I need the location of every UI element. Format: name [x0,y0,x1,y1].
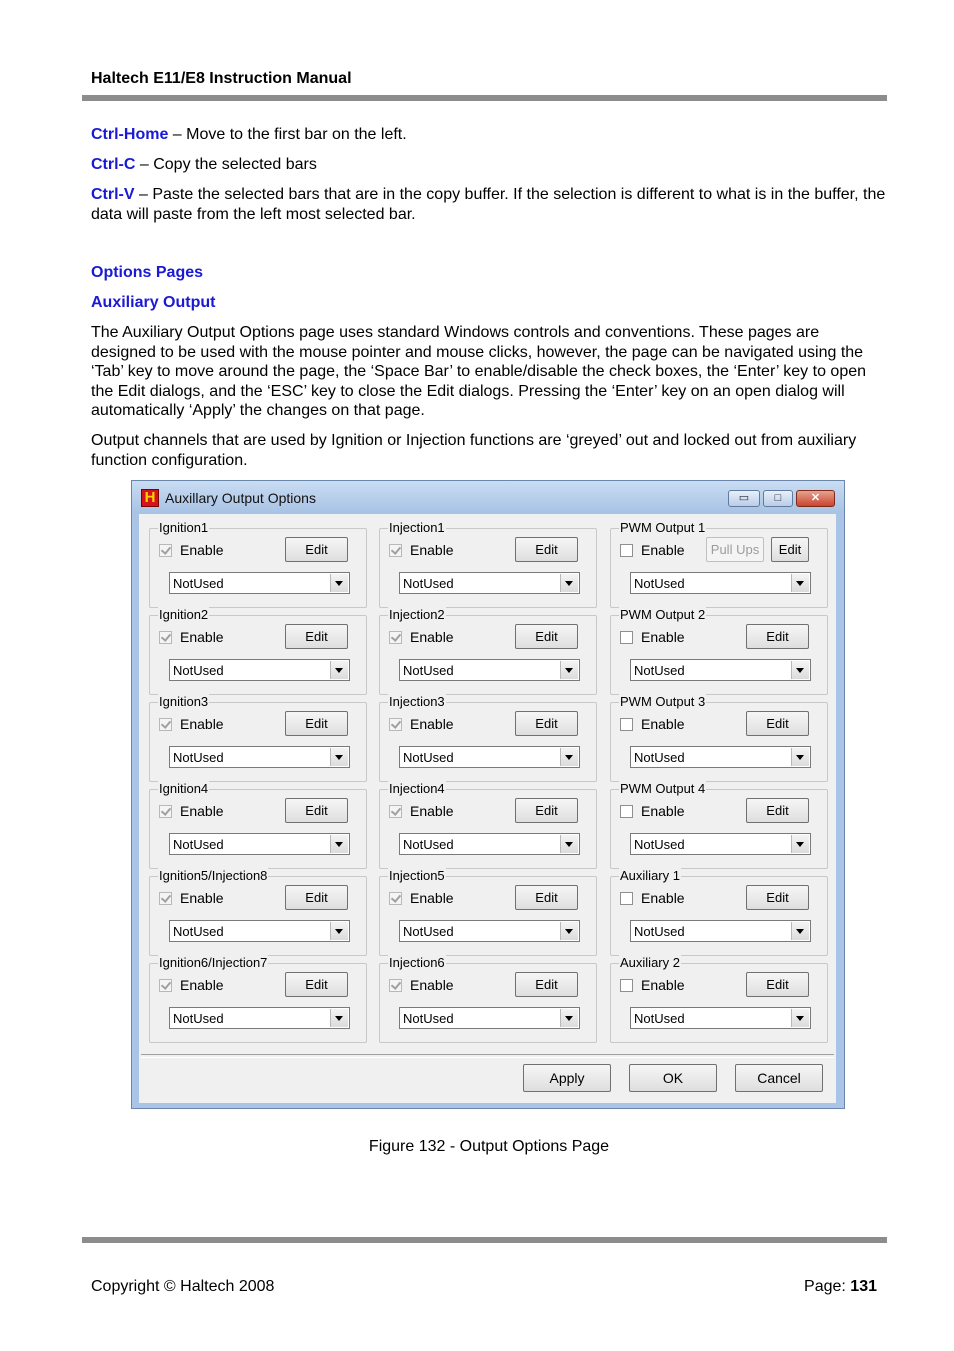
enable-label: Enable [641,977,685,993]
edit-button[interactable]: Edit [515,711,578,736]
group-label: Ignition2 [159,607,209,622]
chevron-down-icon[interactable] [330,922,348,940]
output-group [149,868,367,956]
edit-button[interactable]: Edit [285,624,348,649]
output-group [149,781,367,869]
edit-button[interactable]: Edit [771,537,809,562]
output-group [610,868,828,956]
chevron-down-icon[interactable] [791,835,809,853]
output-group [610,781,828,869]
auxiliary-output-dialog [131,480,845,1109]
shortcut-desc: – Paste the selected bars that are in the copy buffer. If the selection is different to what is in the buffer, the data will paste from the left most selected bar. [91,186,886,223]
minimize-button[interactable]: ▭ [728,490,760,507]
enable-checkbox [159,979,172,992]
header-rule [82,95,887,101]
edit-button[interactable]: Edit [746,972,809,997]
select-value: NotUsed [173,837,224,852]
enable-checkbox[interactable] [620,892,633,905]
edit-button[interactable]: Edit [515,972,578,997]
footer-rule [82,1237,887,1243]
function-select[interactable] [169,746,350,768]
function-select[interactable] [169,920,350,942]
select-value: NotUsed [403,576,454,591]
output-group [149,607,367,695]
shortcut-key: Ctrl-Home [91,126,169,143]
maximize-button[interactable]: □ [763,490,793,507]
enable-checkbox[interactable] [620,718,633,731]
function-select[interactable] [399,1007,580,1029]
enable-label: Enable [180,542,224,558]
edit-button[interactable]: Edit [285,972,348,997]
enable-label: Enable [180,716,224,732]
function-select[interactable] [630,1007,811,1029]
group-label: Ignition6/Injection7 [159,955,268,970]
function-select[interactable] [399,746,580,768]
select-value: NotUsed [634,750,685,765]
chevron-down-icon[interactable] [330,748,348,766]
cancel-button[interactable]: Cancel [735,1064,823,1092]
function-select[interactable] [630,920,811,942]
select-value: NotUsed [403,663,454,678]
page-number-value: 131 [850,1278,877,1295]
edit-button[interactable]: Edit [285,537,348,562]
enable-checkbox [159,892,172,905]
output-group [610,520,828,608]
enable-checkbox [159,718,172,731]
enable-checkbox[interactable] [620,979,633,992]
select-value: NotUsed [173,663,224,678]
function-select[interactable] [399,572,580,594]
chevron-down-icon[interactable] [791,661,809,679]
enable-label: Enable [410,890,454,906]
figure-caption: Figure 132 - Output Options Page [368,1138,610,1155]
select-value: NotUsed [173,924,224,939]
function-select[interactable] [399,833,580,855]
shortcut-ctrl-home [91,125,886,145]
shortcut-ctrl-v [91,185,886,224]
shortcut-key: Ctrl-V [91,186,135,203]
select-value: NotUsed [634,576,685,591]
output-group [379,868,597,956]
select-value: NotUsed [173,576,224,591]
haltech-app-icon: H [141,489,159,507]
chevron-down-icon[interactable] [560,1009,578,1027]
shortcut-desc: – Copy the selected bars [135,156,317,173]
chevron-down-icon[interactable] [560,748,578,766]
select-value: NotUsed [634,924,685,939]
group-label: Injection6 [389,955,445,970]
function-select[interactable] [399,659,580,681]
pull-ups-button: Pull Ups [706,537,764,562]
output-group [610,694,828,782]
enable-checkbox [389,631,402,644]
body-paragraph: The Auxiliary Output Options page uses standard Windows controls and conventions. These pages are designed to be used with the mouse pointer and mouse clicks, however, the page can be navigated using the ‘Tab’ key to move around the page, the ‘Space Bar’ to enable/disable the check boxes, the ‘Enter’ key to open the Edit dialogs, and the ‘ESC’ key to close the Edit dialogs. Pressing the ‘Enter’ key on an open dialog will automatically ‘Apply’ the changes on that page. [91,324,867,420]
output-group [149,955,367,1043]
chevron-down-icon[interactable] [791,574,809,592]
enable-checkbox [159,544,172,557]
chevron-down-icon[interactable] [791,922,809,940]
output-group [379,781,597,869]
enable-label: Enable [180,803,224,819]
select-value: NotUsed [634,1011,685,1026]
chevron-down-icon[interactable] [330,1009,348,1027]
select-value: NotUsed [403,837,454,852]
select-value: NotUsed [634,663,685,678]
shortcut-key: Ctrl-C [91,156,136,173]
copyright-text: Copyright © Haltech 2008 [91,1278,275,1295]
chevron-down-icon[interactable] [791,748,809,766]
enable-checkbox [389,718,402,731]
enable-label: Enable [641,716,685,732]
output-group [379,607,597,695]
enable-checkbox [389,544,402,557]
chevron-down-icon[interactable] [560,835,578,853]
chevron-down-icon[interactable] [560,661,578,679]
group-label: Injection3 [389,694,445,709]
output-group [379,955,597,1043]
enable-checkbox [159,631,172,644]
group-label: Injection4 [389,781,445,796]
function-select[interactable] [169,833,350,855]
enable-checkbox[interactable] [620,631,633,644]
chevron-down-icon[interactable] [330,661,348,679]
output-group [379,520,597,608]
function-select[interactable] [630,746,811,768]
apply-button[interactable]: Apply [523,1064,611,1092]
output-group [149,520,367,608]
group-label: PWM Output 3 [620,694,706,709]
select-value: NotUsed [403,924,454,939]
function-select[interactable] [169,572,350,594]
enable-label: Enable [180,890,224,906]
group-label: Injection5 [389,868,445,883]
group-label: Ignition4 [159,781,209,796]
enable-label: Enable [410,803,454,819]
edit-button[interactable]: Edit [285,798,348,823]
button-row-separator [141,1054,834,1058]
enable-label: Enable [641,803,685,819]
heading-auxiliary-output: Auxiliary Output [91,294,216,311]
enable-checkbox [389,892,402,905]
edit-button[interactable]: Edit [746,711,809,736]
dialog-title: Auxillary Output Options [165,490,316,506]
output-group [610,607,828,695]
output-group [149,694,367,782]
select-value: NotUsed [173,750,224,765]
enable-label: Enable [410,716,454,732]
edit-button[interactable]: Edit [746,798,809,823]
edit-button[interactable]: Edit [285,711,348,736]
group-label: Auxiliary 1 [620,868,680,883]
page-number [804,1278,877,1296]
select-value: NotUsed [173,1011,224,1026]
select-value: NotUsed [403,750,454,765]
enable-checkbox [159,805,172,818]
manual-title: Haltech E11/E8 Instruction Manual [91,70,352,87]
page-label: Page: [804,1278,851,1295]
enable-checkbox[interactable] [620,805,633,818]
enable-checkbox [389,979,402,992]
output-group [610,955,828,1043]
enable-label: Enable [180,977,224,993]
chevron-down-icon[interactable] [330,574,348,592]
group-label: PWM Output 2 [620,607,706,622]
group-label: Ignition1 [159,520,209,535]
group-label: Injection2 [389,607,445,622]
group-label: PWM Output 1 [620,520,706,535]
function-select[interactable] [630,833,811,855]
chevron-down-icon[interactable] [791,1009,809,1027]
group-label: Auxiliary 2 [620,955,680,970]
edit-button[interactable]: Edit [515,537,578,562]
select-value: NotUsed [634,837,685,852]
function-select[interactable] [630,572,811,594]
group-label: Ignition3 [159,694,209,709]
chevron-down-icon[interactable] [330,835,348,853]
group-label: PWM Output 4 [620,781,706,796]
enable-checkbox[interactable] [620,544,633,557]
edit-button[interactable]: Edit [515,798,578,823]
edit-button[interactable]: Edit [746,885,809,910]
dialog-titlebar[interactable] [132,481,844,514]
enable-label: Enable [410,542,454,558]
edit-button[interactable]: Edit [515,624,578,649]
function-select[interactable] [630,659,811,681]
output-group [379,694,597,782]
enable-label: Enable [641,890,685,906]
enable-label: Enable [180,629,224,645]
dialog-client-area [139,514,836,1103]
enable-label: Enable [410,977,454,993]
enable-label: Enable [641,629,685,645]
enable-checkbox [389,805,402,818]
shortcut-desc: – Move to the first bar on the left. [168,126,407,143]
enable-label: Enable [641,542,685,558]
group-label: Injection1 [389,520,445,535]
body-paragraph: Output channels that are used by Ignition or Injection functions are ‘greyed’ out and locked out from auxiliary function configuration. [91,432,857,469]
edit-button[interactable]: Edit [515,885,578,910]
chevron-down-icon[interactable] [560,574,578,592]
enable-label: Enable [410,629,454,645]
ok-button[interactable]: OK [629,1064,717,1092]
select-value: NotUsed [403,1011,454,1026]
function-select[interactable] [169,1007,350,1029]
function-select[interactable] [399,920,580,942]
edit-button[interactable]: Edit [746,624,809,649]
shortcut-ctrl-c [91,155,886,175]
function-select[interactable] [169,659,350,681]
group-label: Ignition5/Injection8 [159,868,268,883]
heading-options-pages: Options Pages [91,264,204,281]
chevron-down-icon[interactable] [560,922,578,940]
close-button[interactable]: ✕ [796,490,835,507]
edit-button[interactable]: Edit [285,885,348,910]
